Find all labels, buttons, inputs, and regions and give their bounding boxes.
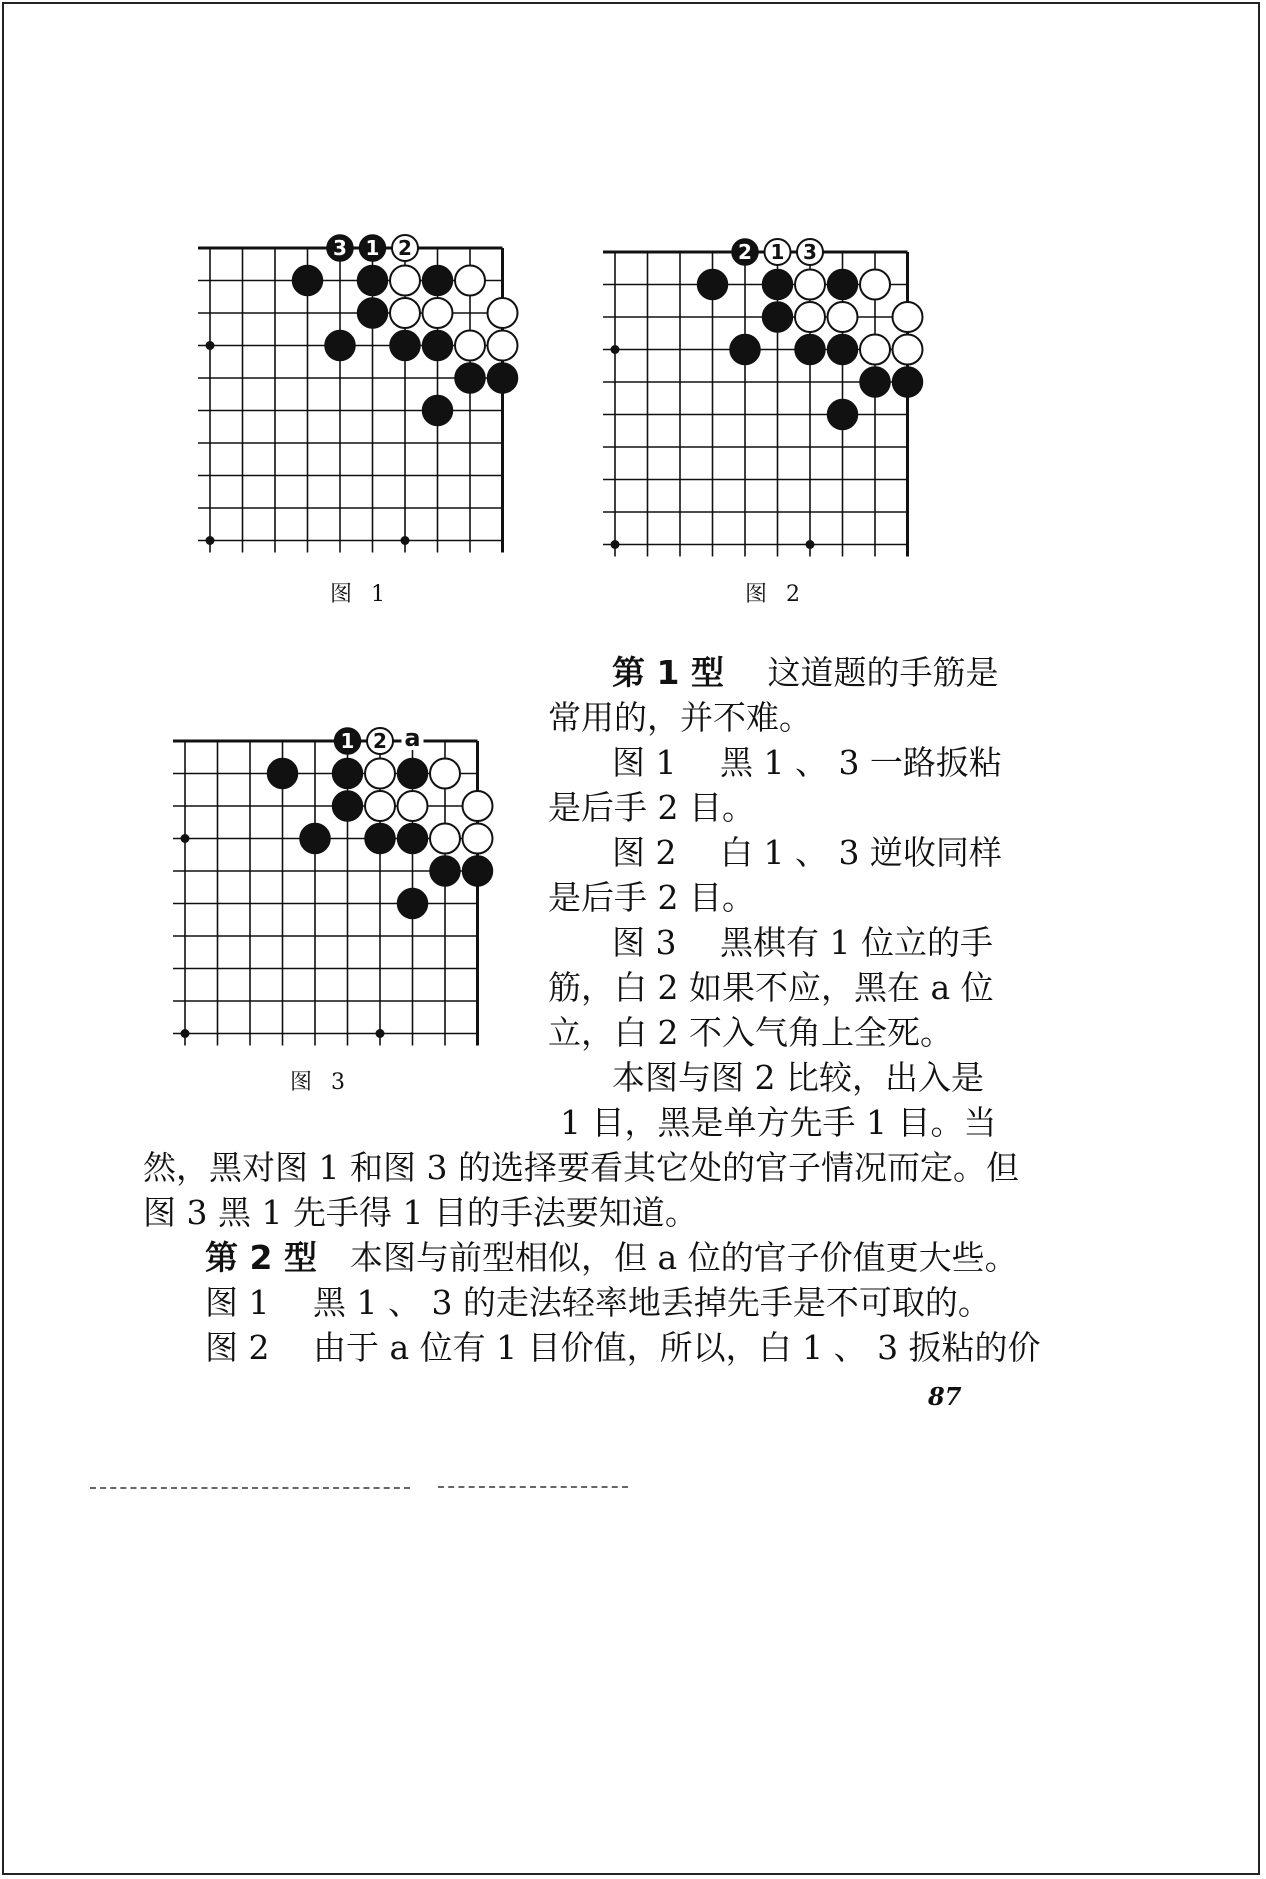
type1-text-line1: 这道题的手筋是	[767, 653, 999, 692]
move-label: 1	[340, 729, 355, 753]
numbered-white-stone	[392, 235, 418, 261]
fig2-note-line2: 是后手 2 目。	[548, 878, 755, 917]
black-stone	[488, 363, 518, 393]
white-stone	[893, 335, 923, 365]
numbered-white-stone	[367, 728, 393, 754]
black-stone	[293, 266, 323, 296]
white-stone	[390, 266, 420, 296]
black-stone	[763, 302, 793, 332]
black-stone	[300, 824, 330, 854]
fig3-note-line1: 图 3 黑棋有 1 位立的手	[612, 923, 993, 962]
page-number: 87	[928, 1382, 962, 1411]
type2-fig1-note: 图 1 黑 1 、 3 的走法轻率地丢掉先手是不可取的。	[205, 1283, 991, 1322]
numbered-black-stone	[732, 239, 758, 265]
compare-line4: 图 3 黑 1 先手得 1 目的手法要知道。	[143, 1193, 698, 1232]
compare-line3: 然，黑对图 1 和图 3 的选择要看其它处的官子情况而定。但	[143, 1148, 1019, 1187]
figure-2-caption: 图 2	[745, 582, 806, 607]
black-stone	[398, 824, 428, 854]
star-point	[181, 1029, 190, 1038]
star-point	[611, 540, 620, 549]
black-stone	[455, 363, 485, 393]
fig1-note-line1: 图 1 黑 1 、 3 一路扳粘	[612, 743, 1002, 782]
move-label: 2	[738, 240, 752, 264]
fig2-note-line1: 图 2 白 1 、 3 逆收同样	[612, 833, 1002, 872]
star-point	[206, 341, 215, 350]
black-stone	[423, 331, 453, 361]
compare-line1: 本图与图 2 比较，出入是	[612, 1058, 984, 1097]
star-point	[401, 536, 410, 545]
white-stone	[365, 759, 395, 789]
go-board-figure-3	[165, 721, 505, 1061]
numbered-black-stone	[360, 235, 386, 261]
white-stone	[463, 824, 493, 854]
type2-fig2-note: 图 2 由于 a 位有 1 目价值，所以，白 1 、 3 扳粘的价	[205, 1328, 1041, 1367]
type1-label: 第 1 型	[612, 653, 724, 692]
fig1-note-line2: 是后手 2 目。	[548, 788, 755, 827]
figure-1-caption: 图 1	[330, 582, 391, 607]
compare-line2: 1 目，黑是单方先手 1 目。当	[560, 1103, 997, 1142]
black-stone	[333, 759, 363, 789]
black-stone	[828, 270, 858, 300]
white-stone	[860, 335, 890, 365]
white-stone	[430, 824, 460, 854]
white-stone	[488, 298, 518, 328]
numbered-black-stone	[327, 235, 353, 261]
numbered-black-stone	[335, 728, 361, 754]
go-board-figure-2	[595, 232, 935, 572]
type2-label: 第 2 型	[205, 1238, 317, 1277]
type1-text-line2: 常用的，并不难。	[548, 698, 812, 737]
move-label: 1	[365, 236, 380, 260]
numbered-white-stone	[797, 239, 823, 265]
black-stone	[398, 889, 428, 919]
black-stone	[423, 396, 453, 426]
bottom-scan-rule-left	[90, 1487, 410, 1489]
white-stone	[463, 791, 493, 821]
white-stone	[795, 270, 825, 300]
black-stone	[828, 400, 858, 430]
white-stone	[398, 791, 428, 821]
black-stone	[698, 270, 728, 300]
white-stone	[828, 302, 858, 332]
white-stone	[430, 759, 460, 789]
black-stone	[430, 856, 460, 886]
move-label: a	[404, 724, 421, 752]
white-stone	[390, 298, 420, 328]
go-board-figure-1	[190, 228, 530, 568]
type2-text-line1: 本图与前型相似，但 a 位的官子价值更大些。	[349, 1238, 1018, 1277]
black-stone	[730, 335, 760, 365]
black-stone	[358, 266, 388, 296]
move-label: 3	[333, 236, 347, 260]
figure-3-caption: 图 3	[290, 1070, 351, 1095]
black-stone	[893, 367, 923, 397]
move-label: 2	[373, 729, 387, 753]
black-stone	[333, 791, 363, 821]
white-stone	[455, 331, 485, 361]
white-stone	[455, 266, 485, 296]
black-stone	[423, 266, 453, 296]
white-stone	[423, 298, 453, 328]
move-label: 2	[398, 236, 412, 260]
white-stone	[893, 302, 923, 332]
point-label	[402, 724, 424, 752]
black-stone	[463, 856, 493, 886]
move-label: 1	[770, 240, 785, 264]
move-label: 3	[803, 240, 817, 264]
white-stone	[488, 331, 518, 361]
star-point	[611, 345, 620, 354]
white-stone	[860, 270, 890, 300]
black-stone	[828, 335, 858, 365]
star-point	[181, 834, 190, 843]
black-stone	[763, 270, 793, 300]
star-point	[206, 536, 215, 545]
bottom-scan-rule-right	[438, 1486, 628, 1488]
star-point	[376, 1029, 385, 1038]
star-point	[806, 540, 815, 549]
numbered-white-stone	[765, 239, 791, 265]
black-stone	[860, 367, 890, 397]
fig3-note-line2: 筋，白 2 如果不应，黑在 a 位	[548, 968, 994, 1007]
black-stone	[268, 759, 298, 789]
fig3-note-line3: 立，白 2 不入气角上全死。	[548, 1013, 953, 1052]
black-stone	[795, 335, 825, 365]
black-stone	[358, 298, 388, 328]
black-stone	[365, 824, 395, 854]
black-stone	[398, 759, 428, 789]
black-stone	[390, 331, 420, 361]
black-stone	[325, 331, 355, 361]
white-stone	[795, 302, 825, 332]
white-stone	[365, 791, 395, 821]
